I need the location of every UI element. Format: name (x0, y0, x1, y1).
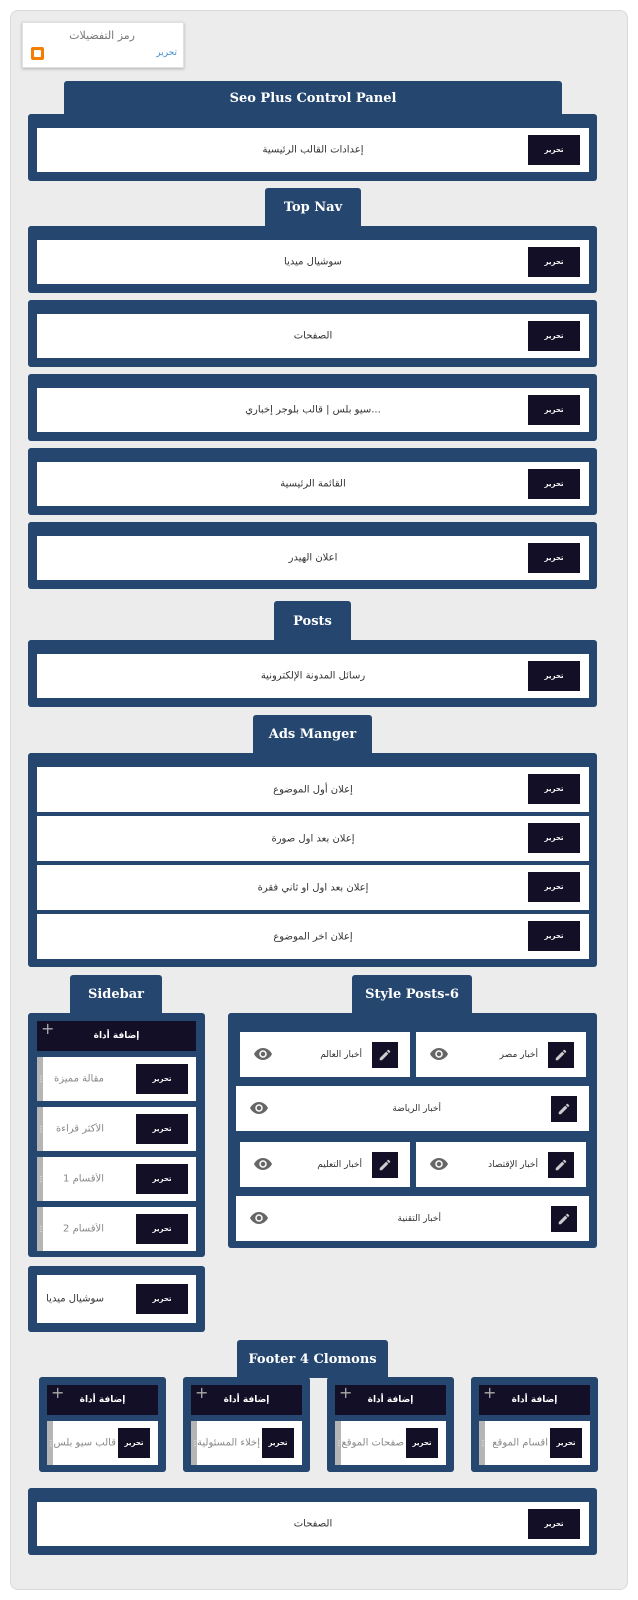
plus-icon: + (51, 1383, 65, 1402)
widget-label: إخلاء المسئولية (197, 1437, 260, 1449)
pencil-icon[interactable] (372, 1042, 398, 1068)
ads-row (37, 816, 589, 861)
add-widget-button[interactable] (37, 1021, 196, 1051)
widget-item[interactable] (37, 1057, 196, 1101)
add-widget-button[interactable] (47, 1385, 158, 1415)
row-label: سوشيال ميديا (46, 1293, 104, 1305)
row-label: إعلان أول الموضوع (273, 784, 353, 795)
favicon-title: رمز التفضيلات (69, 29, 135, 42)
widget-item[interactable] (47, 1421, 158, 1465)
edit-button[interactable]: تحرير (528, 395, 580, 425)
drag-handle-icon[interactable] (47, 1421, 53, 1465)
widget-label: قالب سيو بلس (53, 1437, 116, 1449)
drag-handle-icon[interactable] (479, 1421, 485, 1465)
row-label: إعدادات القالب الرئيسية (262, 144, 364, 156)
edit-button[interactable]: تحرير (528, 543, 580, 573)
style-post-label: أخبار الإقتصاد (488, 1159, 538, 1170)
add-widget-label: إضافة أداة (93, 1031, 140, 1041)
blogger-icon (31, 47, 44, 60)
style-post-label: أخبار مصر (499, 1049, 538, 1060)
add-widget-button[interactable] (479, 1385, 590, 1415)
row-label: رسائل المدونة الإلكترونية (260, 670, 366, 682)
social-row (37, 1275, 196, 1323)
add-widget-label: إضافة أداة (511, 1395, 558, 1405)
edit-button[interactable]: تحرير (528, 1509, 580, 1539)
style-post-label: أخبار التقنية (397, 1213, 441, 1224)
row-label: سوشيال ميديا (284, 256, 342, 268)
drag-handle-icon[interactable] (37, 1107, 43, 1151)
row-label: اعلان الهيدر (288, 552, 338, 564)
control-panel-header: Seo Plus Control Panel (64, 81, 562, 115)
add-widget-label: إضافة أداة (79, 1395, 126, 1405)
pencil-icon[interactable] (372, 1152, 398, 1178)
edit-button[interactable]: تحرير (528, 321, 580, 351)
edit-button[interactable]: تحرير (528, 135, 580, 165)
row-label: الصفحات (293, 1518, 333, 1530)
row-label: إعلان بعد اول صورة (271, 833, 355, 844)
widget-label: الأكثر قراءة (56, 1123, 104, 1135)
pencil-icon[interactable] (548, 1152, 574, 1178)
edit-button[interactable]: تحرير (262, 1428, 294, 1458)
widget-label: صفحات الموقع (341, 1437, 404, 1449)
eye-icon[interactable] (430, 1048, 448, 1060)
edit-button[interactable]: تحرير (550, 1428, 582, 1458)
edit-button[interactable]: تحرير (528, 823, 580, 853)
style-posts-header: Style Posts-6 (352, 975, 472, 1014)
add-widget-label: إضافة أداة (367, 1395, 414, 1405)
edit-button[interactable]: تحرير (406, 1428, 438, 1458)
drag-handle-icon[interactable] (335, 1421, 341, 1465)
ads-header: Ads Manger (253, 715, 372, 754)
footer-header: Footer 4 Clomons (237, 1340, 388, 1378)
style-post-label: أخبار العالم (320, 1049, 362, 1060)
eye-icon[interactable] (250, 1212, 268, 1224)
style-post-item (416, 1032, 586, 1077)
ads-row (37, 865, 589, 910)
top-nav-row (37, 240, 589, 284)
edit-button[interactable]: تحرير (136, 1064, 188, 1094)
widget-item[interactable] (37, 1207, 196, 1251)
pencil-icon[interactable] (551, 1206, 577, 1232)
edit-button[interactable]: تحرير (528, 872, 580, 902)
top-nav-header: Top Nav (265, 188, 361, 227)
plus-icon: + (195, 1383, 209, 1402)
bottom-row (37, 1502, 589, 1546)
drag-handle-icon[interactable] (37, 1207, 43, 1251)
style-post-label: أخبار التعليم (317, 1159, 362, 1170)
sidebar-header: Sidebar (70, 975, 162, 1014)
drag-handle-icon[interactable] (37, 1057, 43, 1101)
widget-label: مقالة مميزة (54, 1073, 104, 1085)
plus-icon: + (483, 1383, 497, 1402)
edit-button[interactable]: تحرير (528, 469, 580, 499)
plus-icon: + (41, 1019, 55, 1038)
edit-button[interactable]: تحرير (528, 774, 580, 804)
edit-button[interactable]: تحرير (136, 1114, 188, 1144)
edit-button[interactable]: تحرير (528, 247, 580, 277)
row-label: سيو بلس | قالب بلوجر إخباري... (245, 404, 381, 416)
row-label: القائمة الرئيسية (280, 478, 346, 490)
edit-button[interactable]: تحرير (136, 1284, 188, 1314)
style-post-item (240, 1142, 410, 1187)
widget-label: أقسام الموقع (492, 1437, 548, 1449)
row-label: إعلان بعد اول او ثاني فقرة (257, 882, 369, 893)
edit-button[interactable]: تحرير (136, 1214, 188, 1244)
eye-icon[interactable] (254, 1158, 272, 1170)
edit-button[interactable]: تحرير (136, 1164, 188, 1194)
widget-item[interactable] (479, 1421, 590, 1465)
add-widget-button[interactable] (191, 1385, 302, 1415)
eye-icon[interactable] (254, 1048, 272, 1060)
add-widget-button[interactable] (335, 1385, 446, 1415)
favicon-edit-link[interactable]: تحرير (156, 48, 177, 58)
ads-row (37, 914, 589, 959)
style-post-item (416, 1142, 586, 1187)
top-nav-row (37, 462, 589, 506)
top-nav-row (37, 388, 589, 432)
widget-item[interactable] (191, 1421, 302, 1465)
pencil-icon[interactable] (548, 1042, 574, 1068)
plus-icon: + (339, 1383, 353, 1402)
row-label: الصفحات (293, 330, 333, 342)
top-nav-row (37, 536, 589, 580)
control-panel-row (37, 128, 589, 172)
widget-item[interactable] (37, 1157, 196, 1201)
widget-label: الأقسام 2 (63, 1223, 104, 1235)
eye-icon[interactable] (430, 1158, 448, 1170)
posts-row (37, 654, 589, 698)
style-post-item (236, 1196, 589, 1241)
eye-icon[interactable] (250, 1102, 268, 1114)
style-post-label: أخبار الرياضة (392, 1103, 441, 1114)
widget-item[interactable] (335, 1421, 446, 1465)
add-widget-label: إضافة أداة (223, 1395, 270, 1405)
pencil-icon[interactable] (551, 1096, 577, 1122)
row-label: إعلان اخر الموضوع (273, 931, 353, 942)
style-post-item (240, 1032, 410, 1077)
posts-header: Posts (274, 601, 351, 641)
edit-button[interactable]: تحرير (528, 921, 580, 951)
style-post-item (236, 1086, 589, 1131)
widget-label: الأقسام 1 (63, 1173, 104, 1185)
edit-button[interactable]: تحرير (118, 1428, 150, 1458)
top-nav-row (37, 314, 589, 358)
ads-row (37, 767, 589, 812)
favicon-widget[interactable] (22, 22, 184, 68)
widget-item[interactable] (37, 1107, 196, 1151)
drag-handle-icon[interactable] (37, 1157, 43, 1201)
edit-button[interactable]: تحرير (528, 661, 580, 691)
